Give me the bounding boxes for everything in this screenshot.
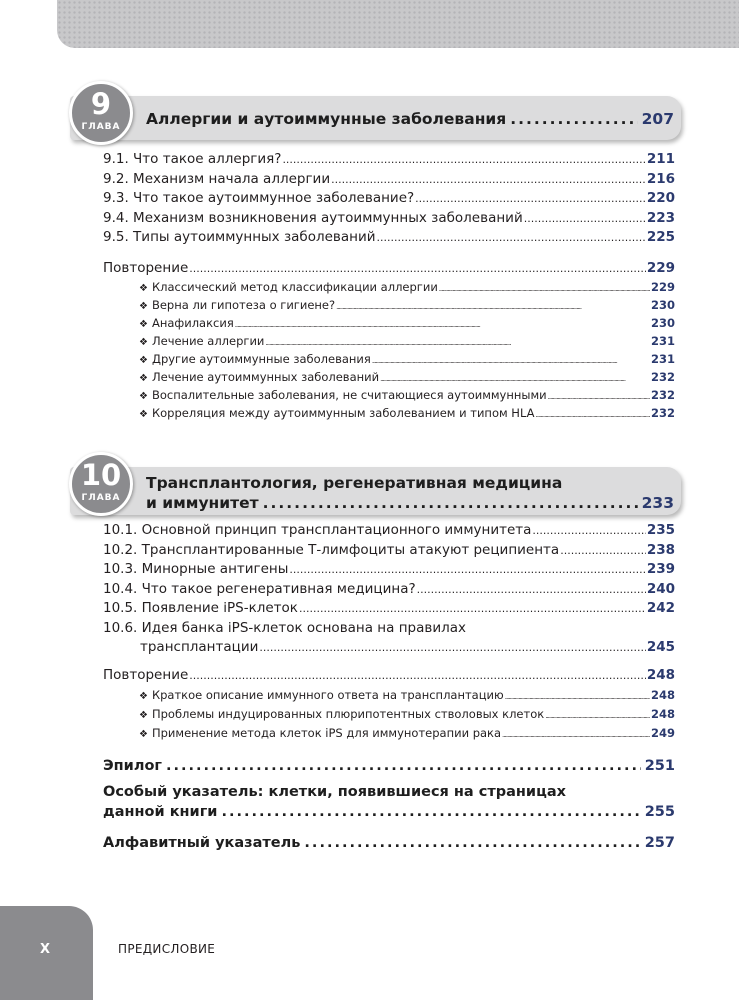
bullet-icon: ❖: [139, 337, 148, 348]
review-item-page: 232: [650, 370, 675, 384]
dot-leader: [189, 260, 646, 278]
toc-entry-title: 10.6. Идея банка iPS-клеток основана на правилах: [103, 620, 466, 636]
chapter-10-badge: [69, 452, 133, 516]
chapter-10-title-line-1[interactable]: [146, 473, 674, 493]
toc-entry-title: 10.4. Что такое регенеративная медицина?: [103, 581, 416, 597]
review-page: 229: [646, 260, 675, 276]
dot-leader: [289, 561, 645, 579]
bullet-icon: ❖: [139, 319, 148, 330]
toc-entry-10-3[interactable]: [103, 560, 675, 579]
toc-review-9[interactable]: [103, 259, 675, 278]
dot-leader: [265, 335, 650, 351]
back-matter-page: 257: [644, 835, 675, 851]
running-head: ПРЕДИСЛОВИЕ: [118, 942, 216, 956]
review-item-page: 232: [650, 406, 675, 420]
dot-leader: [189, 667, 646, 685]
toc-alphabetical-index[interactable]: [103, 833, 675, 853]
bullet-icon: ❖: [139, 691, 148, 702]
review-item-page: 230: [650, 298, 675, 312]
review-item-9-3[interactable]: [139, 315, 675, 333]
dot-leader: [166, 756, 641, 776]
dot-leader: [415, 190, 646, 208]
review-item-page: 249: [650, 726, 675, 740]
bullet-icon: ❖: [139, 710, 148, 721]
review-item-10-3[interactable]: [139, 725, 675, 743]
toc-entry-title: 10.2. Трансплантированные Т-лимфоциты атакуют реципиента: [103, 542, 560, 558]
chapter-word: ГЛАВА: [81, 122, 121, 132]
toc-entry-title: трансплантации: [140, 639, 259, 655]
toc-entry-page: 225: [646, 229, 675, 245]
dot-leader: [372, 353, 650, 369]
toc-special-index-line-2[interactable]: [103, 802, 675, 822]
toc-entry-page: 211: [646, 151, 675, 167]
toc-entry-page: 238: [646, 542, 675, 558]
dot-leader: [560, 542, 646, 560]
toc-entry-page: 245: [646, 639, 675, 655]
bullet-icon: ❖: [139, 355, 148, 366]
review-item-title: Проблемы индуцированных плюрипотентных стволовых клеток: [151, 707, 545, 721]
review-item-page: 248: [650, 707, 675, 721]
back-matter-page: 251: [644, 758, 675, 774]
dot-leader: [536, 407, 650, 423]
review-page: 248: [646, 667, 675, 683]
review-item-page: 229: [650, 280, 675, 294]
review-item-title: Лечение аллергии: [151, 334, 265, 348]
back-matter-title: Эпилог: [103, 758, 162, 774]
review-item-9-5[interactable]: [139, 351, 675, 369]
toc-entry-title: 9.3. Что такое аутоиммунное заболевание?: [103, 190, 415, 206]
review-item-title: Классический метод классификации аллергии: [151, 280, 438, 294]
dot-leader: [304, 833, 640, 853]
review-item-9-2[interactable]: [139, 297, 675, 315]
review-item-page: 231: [650, 334, 675, 348]
toc-entry-page: 235: [646, 522, 675, 538]
dot-leader: [502, 727, 650, 743]
review-item-9-7[interactable]: [139, 387, 675, 405]
chapter-title-text: Трансплантология, регенеративная медицина: [146, 474, 563, 492]
review-item-10-2[interactable]: [139, 706, 675, 724]
top-decorative-band: [57, 0, 739, 48]
dot-leader: [263, 493, 638, 513]
toc-entry-page: 223: [646, 210, 675, 226]
dot-leader: [377, 229, 646, 247]
toc-entry-10-6-line-2[interactable]: [140, 638, 675, 657]
review-item-title: Корреляция между аутоиммунным заболеванием и типом HLA: [151, 406, 535, 420]
review-item-title: Лечение аутоиммунных заболеваний: [151, 370, 380, 384]
toc-entry-9-4[interactable]: [103, 209, 675, 228]
dot-leader: [282, 151, 645, 169]
toc-entry-9-1[interactable]: [103, 150, 675, 169]
review-item-page: 231: [650, 352, 675, 366]
chapter-9-badge: [69, 81, 133, 145]
toc-entry-title: 10.5. Появление iPS-клеток: [103, 600, 298, 616]
toc-entry-9-3[interactable]: [103, 189, 675, 208]
dot-leader: [439, 281, 650, 297]
chapter-page-number: 233: [641, 494, 674, 512]
dot-leader: [336, 299, 650, 315]
bullet-icon: ❖: [139, 301, 148, 312]
page-folio: X: [40, 942, 51, 957]
back-matter-page: 255: [644, 804, 675, 820]
toc-entry-page: 239: [646, 561, 675, 577]
dot-leader: [331, 171, 646, 189]
back-matter-title: Особый указатель: клетки, появившиеся на страницах: [103, 784, 566, 800]
dot-leader: [221, 802, 640, 822]
toc-entry-page: 216: [646, 171, 675, 187]
review-title: Повторение: [103, 260, 189, 276]
toc-entry-9-5[interactable]: [103, 228, 675, 247]
bullet-icon: ❖: [139, 729, 148, 740]
chapter-10-title-line-2[interactable]: [146, 493, 674, 513]
bullet-icon: ❖: [139, 283, 148, 294]
dot-leader: [532, 522, 645, 540]
review-item-9-8[interactable]: [139, 405, 675, 423]
toc-entry-page: 242: [646, 600, 675, 616]
toc-entry-page: 240: [646, 581, 675, 597]
chapter-page-number: 207: [641, 110, 674, 128]
toc-entry-10-6-line-1[interactable]: [103, 619, 675, 637]
dot-leader: [545, 708, 650, 724]
toc-epilogue[interactable]: [103, 756, 675, 776]
toc-entry-title: 9.5. Типы аутоиммунных заболеваний: [103, 229, 376, 245]
chapter-title-text: и иммунитет: [146, 494, 259, 512]
dot-leader: [505, 689, 650, 705]
toc-entry-10-4[interactable]: [103, 580, 675, 599]
toc-entry-title: 10.1. Основной принцип трансплантационного иммунитета: [103, 522, 532, 538]
dot-leader: [510, 109, 637, 129]
toc-entry-title: 9.1. Что такое аллергия?: [103, 151, 282, 167]
bullet-icon: ❖: [139, 391, 148, 402]
chapter-number: 9: [90, 87, 112, 121]
review-item-page: 230: [650, 316, 675, 330]
bullet-icon: ❖: [139, 373, 148, 384]
review-item-title: Анафилаксия: [151, 316, 234, 330]
dot-leader: [235, 317, 650, 333]
review-item-page: 248: [650, 688, 675, 702]
review-item-9-6[interactable]: [139, 369, 675, 387]
dot-leader: [380, 371, 650, 387]
toc-review-10[interactable]: [103, 666, 675, 685]
back-matter-title: данной книги: [103, 804, 218, 820]
toc-entry-10-1[interactable]: [103, 521, 675, 540]
chapter-9-title[interactable]: [146, 109, 674, 129]
bullet-icon: ❖: [139, 409, 148, 420]
review-item-10-1[interactable]: [139, 687, 675, 705]
toc-entry-title: 9.4. Механизм возникновения аутоиммунных заболеваний: [103, 210, 523, 226]
toc-entry-title: 10.3. Минорные антигены: [103, 561, 289, 577]
dot-leader: [548, 389, 650, 405]
review-title: Повторение: [103, 667, 189, 683]
toc-entry-page: 220: [646, 190, 675, 206]
toc-entry-10-5[interactable]: [103, 599, 675, 618]
review-item-9-1[interactable]: [139, 279, 675, 297]
toc-entry-10-2[interactable]: [103, 541, 675, 560]
review-item-9-4[interactable]: [139, 333, 675, 351]
review-item-page: 232: [650, 388, 675, 402]
review-item-title: Краткое описание иммунного ответа на трансплантацию: [151, 688, 504, 702]
chapter-title-text: Аллергии и аутоиммунные заболевания: [146, 110, 507, 128]
chapter-number: 10: [80, 458, 122, 492]
review-item-title: Воспалительные заболевания, не считающиеся аутоиммунными: [151, 388, 547, 402]
toc-special-index-line-1[interactable]: [103, 782, 675, 802]
dot-leader: [417, 581, 646, 599]
back-matter-title: Алфавитный указатель: [103, 835, 301, 851]
review-item-title: Другие аутоиммунные заболевания: [151, 352, 371, 366]
toc-entry-9-2[interactable]: [103, 170, 675, 189]
chapter-word: ГЛАВА: [81, 493, 121, 503]
dot-leader: [524, 210, 646, 228]
toc-entry-title: 9.2. Механизм начала аллергии: [103, 171, 331, 187]
review-item-title: Применение метода клеток iPS для иммунотерапии рака: [151, 726, 502, 740]
dot-leader: [299, 600, 646, 618]
review-item-title: Верна ли гипотеза о гигиене?: [151, 298, 336, 312]
dot-leader: [259, 639, 645, 657]
